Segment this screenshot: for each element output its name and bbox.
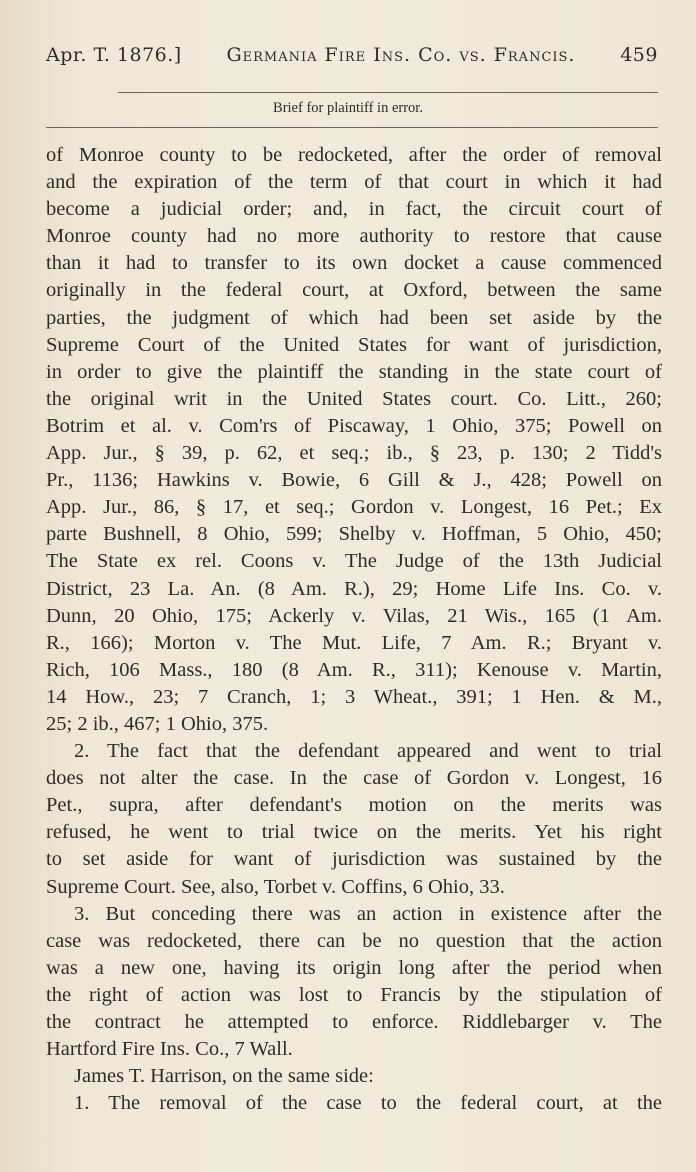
text-line: originally in the federal court, at Oxford, between the same: [46, 279, 662, 302]
text-line: Pet., supra, after defendant's motion on the merits was: [46, 794, 662, 817]
text-line: 25; 2 ib., 467; 1 Ohio, 375.: [46, 712, 269, 735]
text-line: Monroe county had no more authority to restore that cause: [46, 225, 662, 248]
text-line: Hartford Fire Ins. Co., 7 Wall.: [46, 1038, 293, 1061]
header-rule-bottom: [46, 127, 658, 128]
body-text: [46, 142, 662, 1117]
text-line: District, 23 La. An. (8 Am. R.), 29; Home Life Ins. Co. v.: [46, 577, 662, 600]
text-line: 14 How., 23; 7 Cranch, 1; 3 Wheat., 391; 1 Hen. & M.,: [46, 685, 662, 708]
text-line: James T. Harrison, on the same side:: [74, 1065, 374, 1088]
text-line: case was redocketed, there can be no question that the action: [46, 929, 662, 952]
text-line: of Monroe county to be redocketed, after the order of removal: [46, 144, 662, 166]
text-line: App. Jur., § 39, p. 62, et seq.; ib., § 23, p. 130; 2 Tidd's: [46, 442, 662, 465]
text-line: the contract he attempted to enforce. Riddlebarger v. The: [46, 1011, 662, 1033]
text-line: in order to give the plaintiff the standing in the state court of: [46, 360, 662, 383]
text-line: Botrim et al. v. Com'rs of Piscaway, 1 Ohio, 375; Powell on: [46, 414, 662, 437]
text-line: the right of action was lost to Francis by the stipulation of: [46, 983, 662, 1006]
running-header: [46, 44, 658, 66]
text-line: than it had to transfer to its own docket a cause commenced: [46, 252, 662, 275]
text-line: The State ex rel. Coons v. The Judge of the 13th Judicial: [46, 550, 662, 573]
text-line: Rich, 106 Mass., 180 (8 Am. R., 311); Kenouse v. Martin,: [46, 658, 662, 681]
running-title: Germania Fire Ins. Co. vs. Francis.: [226, 44, 576, 66]
text-line: was a new one, having its origin long after the period when: [46, 956, 662, 979]
text-line: and the expiration of the term of that court in which it had: [46, 171, 662, 194]
text-line: parte Bushnell, 8 Ohio, 599; Shelby v. Hoffman, 5 Ohio, 450;: [46, 523, 662, 546]
text-line: parties, the judgment of which had been set aside by the: [46, 306, 662, 329]
subheading: Brief for plaintiff in error.: [273, 100, 423, 116]
text-line: 2. The fact that the defendant appeared and went to trial: [74, 740, 662, 763]
text-line: to set aside for want of jurisdiction was sustained by the: [46, 848, 662, 871]
text-line: 1. The removal of the case to the federal court, at the: [74, 1092, 662, 1115]
header-rule-top: [118, 92, 658, 93]
text-line: the original writ in the United States court. Co. Litt., 260;: [46, 387, 662, 410]
term-label: Apr. T. 1876.]: [46, 44, 182, 66]
text-line: Pr., 1136; Hawkins v. Bowie, 6 Gill & J., 428; Powell on: [46, 469, 662, 492]
text-line: Supreme Court. See, also, Torbet v. Coffins, 6 Ohio, 33.: [46, 875, 505, 898]
text-line: App. Jur., 86, § 17, et seq.; Gordon v. Longest, 16 Pet.; Ex: [46, 496, 662, 519]
text-line: become a judicial order; and, in fact, the circuit court of: [46, 198, 662, 221]
page-number: 459: [620, 44, 658, 66]
text-line: refused, he went to trial twice on the merits. Yet his right: [46, 821, 662, 844]
text-line: Dunn, 20 Ohio, 175; Ackerly v. Vilas, 21 Wis., 165 (1 Am.: [46, 604, 662, 627]
text-line: 3. But conceding there was an action in existence after the: [74, 902, 662, 925]
text-line: does not alter the case. In the case of Gordon v. Longest, 16: [46, 767, 662, 790]
text-line: Supreme Court of the United States for want of jurisdiction,: [46, 333, 662, 356]
text-line: R., 166); Morton v. The Mut. Life, 7 Am. R.; Bryant v.: [46, 631, 662, 654]
